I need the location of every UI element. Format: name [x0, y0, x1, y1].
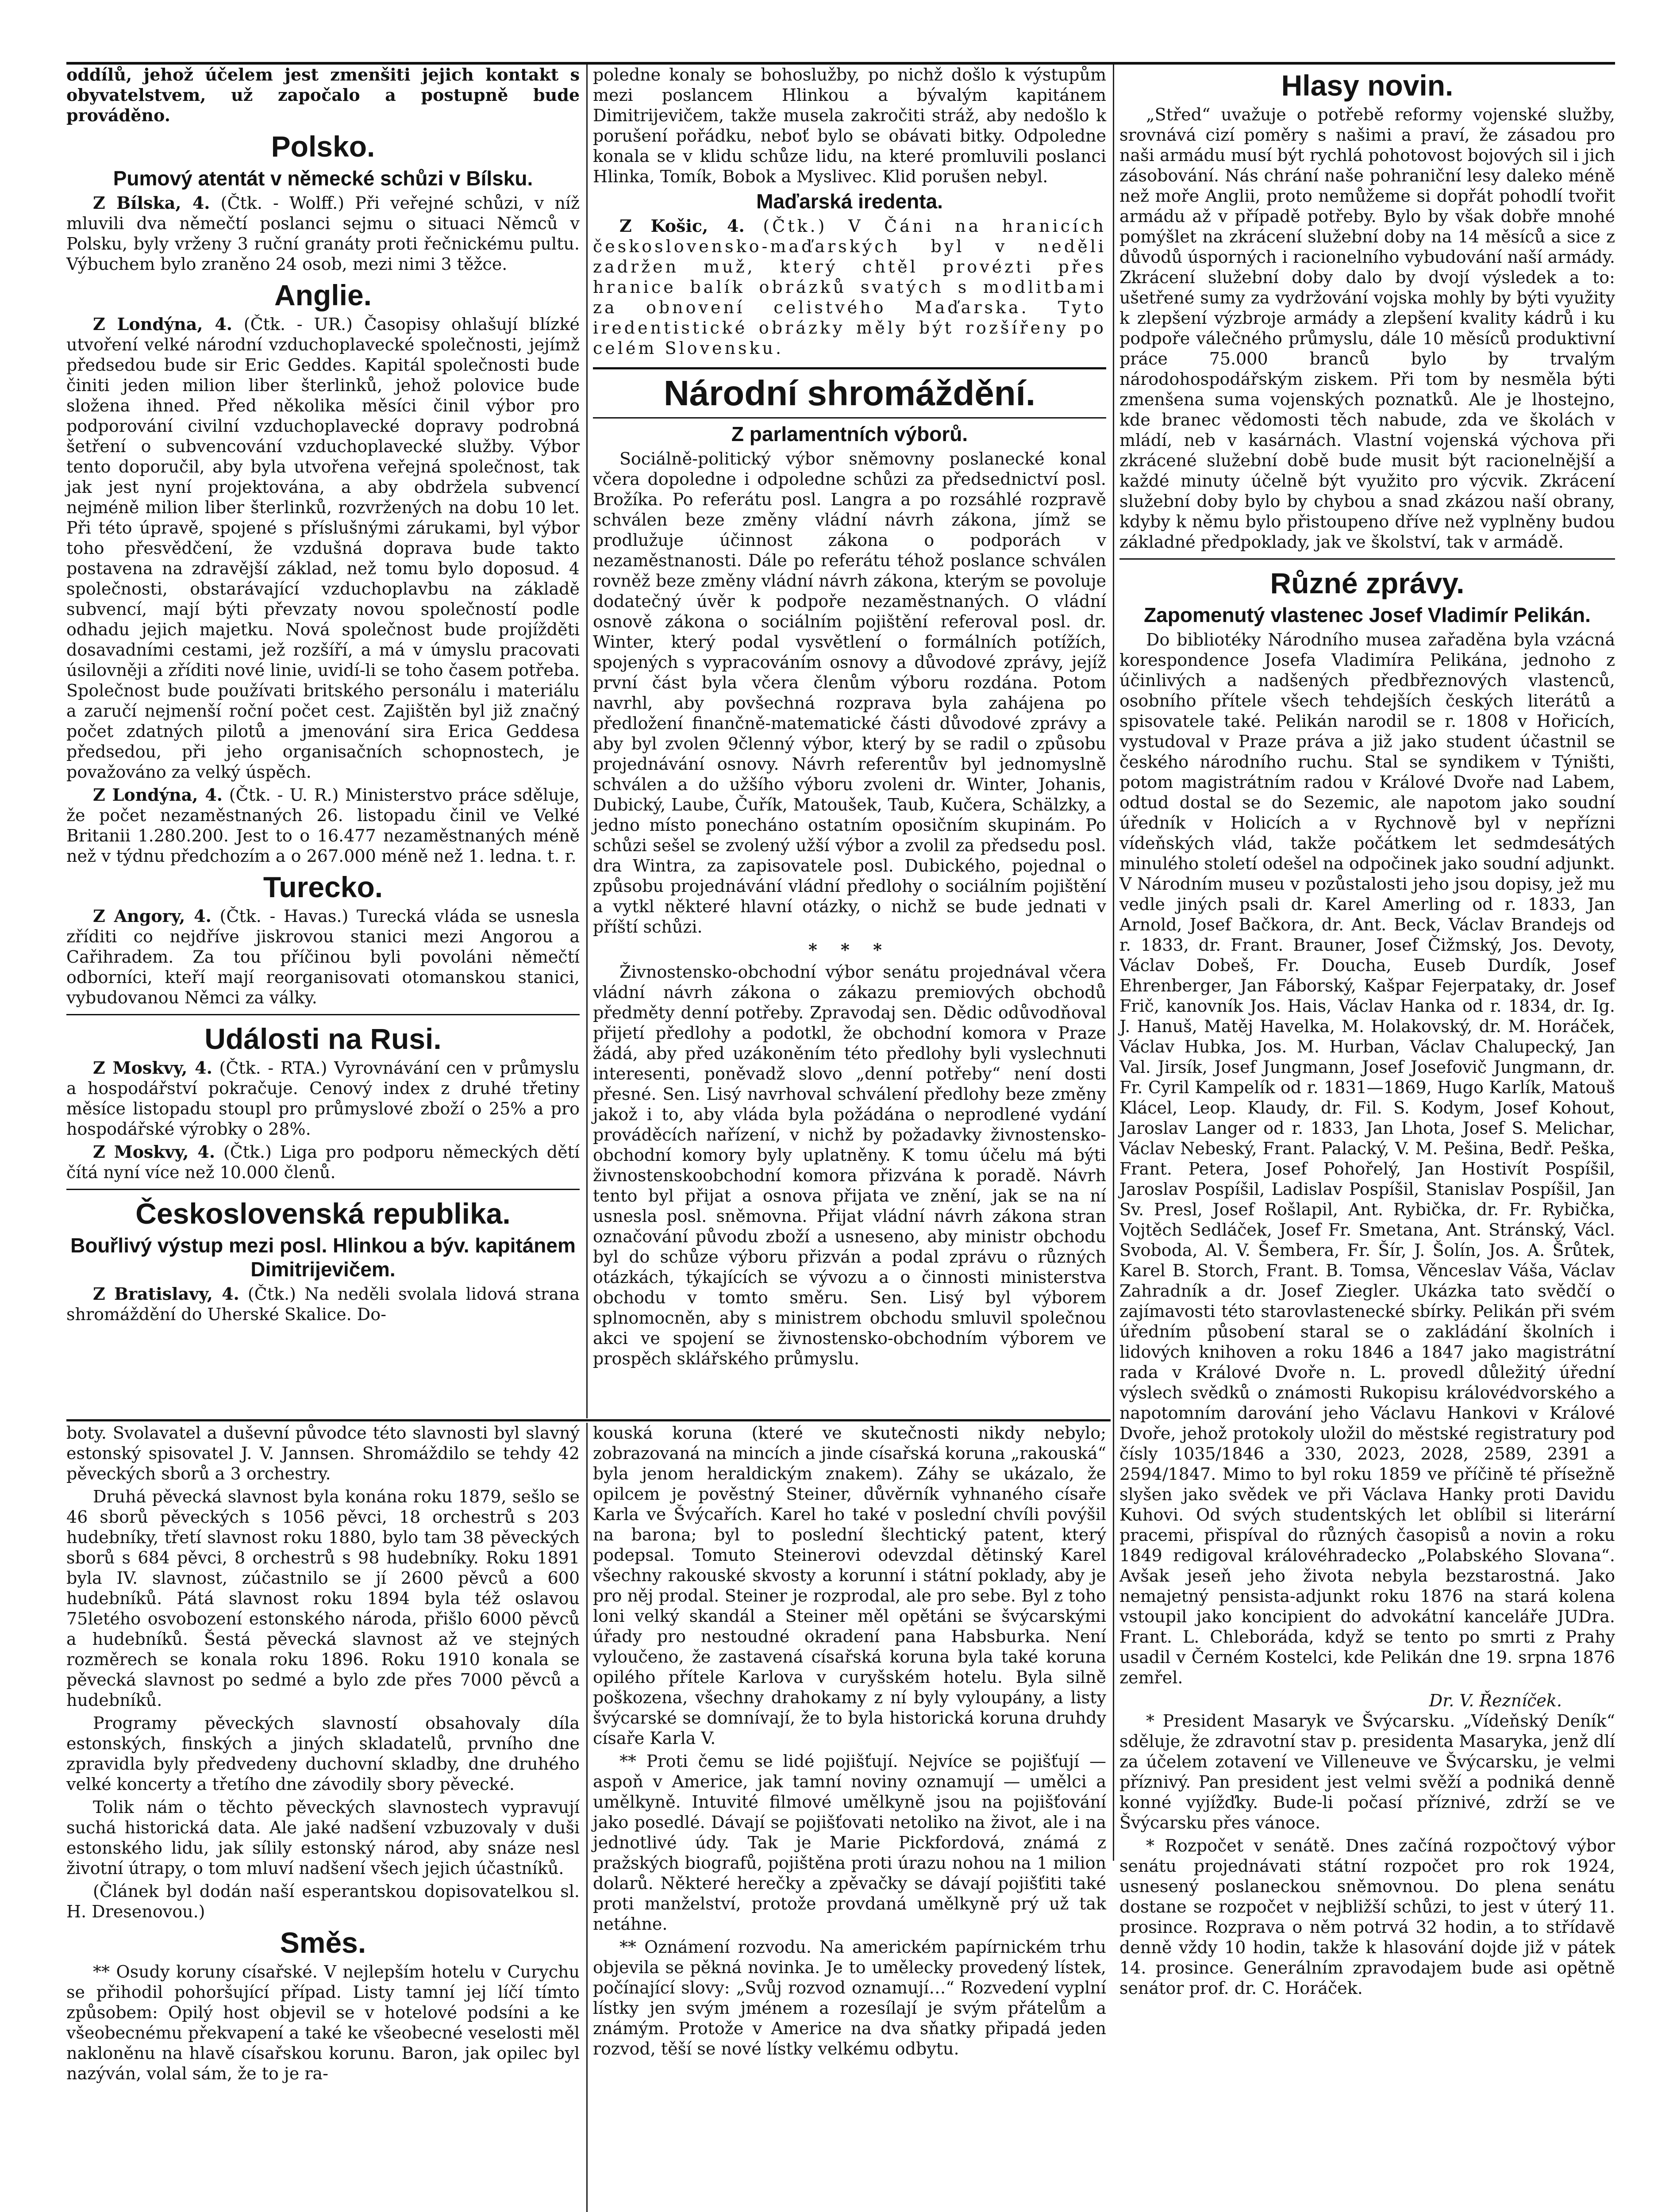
dateline: Z Londýna, 4. [93, 314, 233, 334]
article-osudy-continued: kouská koruna (které ve skutečnosti nikdy nebylo; zobrazovaná na mincích a jinde císařská koruna „rakouská“ byla jenom heraldickým znakem). Záhy se ukázalo, že opilcem je pověstný Steiner, důvěrník vyhnaného císaře Karla ve Švýcařích. Karel ho také v poslední chvíli povýšil na barona; byl to poslední šlechtický patent, který podepsal. Tomuto Steinerovi odevzdal dětinský Karel všechny rakouské skvosty a korunní i státní poklady, aby je pro něj prodal. Steiner je rozprodal, ale pro sebe. Byl z toho loni velký skandál a Steiner měl opětáni se švýcarskými úřady pro nestoudné okradení pana Habsburka. Není vyloučeno, že zastavená císařská koruna byla také koruna opilého přítele Karlova v curyšském hotelu. Byla silně poškozena, všechny drahokamy z ní byly vyloupány, a listy švýcarské se domnívají, že to byla historická koruna druhdy císaře Karla V. [593, 1423, 1106, 1748]
heading-ruzne-zpravy: Různé zprávy. [1270, 567, 1465, 599]
subheading-csr: Bouřlivý výstup mezi posl. Hlinkou a býv. kapitánem Dimitrijevičem. [70, 1234, 576, 1281]
heading-smes: Směs. [280, 1926, 366, 1959]
intro-fragment: oddílů, jehož účelem jest zmenšiti jejich kontakt s obyvatelstvem, už započalo a postupně bude prováděno. [66, 65, 580, 125]
feuilleton-rule [66, 1419, 1111, 1421]
article-zivnostensky-vybor: Živnostensko-obchodní výbor senátu projednával včera vládní návrh zákona o zákazu premiových obchodů předměty denní potřeby. Zpravodaj sen. Dědic odůvodňoval přijetí předlohy a podotkl, že obchodní komora v Praze žádá, aby před uzákoněním této předlohy byli vyslechnuti interesenti, poněvadž slovo „denní potřeby“ není dosti přesné. Sen. Lisý navrhoval schválení předlohy beze změny jakož i to, aby vláda byla požádána o neprodlené vydání prováděcích nařízení, v nichž by požadavky živnostensko-obchodní komory byly uplatněny. K tomu účelu má býti živnostenskoobchodní komora přizvána k poradě. Návrh tento byl přijat a osnova přijata ve znění, jak se na ní usnesla posl. sněmovna. Přijat vládní návrh zákona stran označování původu zboží a usneseno, aby ministr obchodu byl do schůze výboru přizván a podal zprávu o různých otázkách, týkajících se vývozu a o činnosti ministerstva obchodu v tomto směru. Sen. Lisý byl výborem splnomocněn, aby s ministrem obchodu smluvil společnou akci ve spojení se živnostensko-obchodním výborem ve prospěch sklářského průmyslu. [593, 962, 1106, 1368]
dateline: Z Bratislavy, 4. [93, 1284, 239, 1304]
dateline: Z Angory, 4. [93, 906, 212, 926]
article-pojisteni: ** Proti čemu se lidé pojišťují. Nejvíce se pojišťují — aspoň v Americe, jak tamní noviny oznamují — umělci a umělkyně. Intuvité filmové umělkyně jsou na pojišťování jako posedlé. Dávají se pojišťovati netoliko na život, ale i na jednotlivé údy. Tak je Marie Pickfordová, známá z pražských biografů, pojištěna proti úrazu nohou na 1 milion dolarů. Některé herečky a zpěvačky se dávají pojišťiti také proti manželství, protože provdaná umělkyně prý už tak netáhne. [593, 1751, 1106, 1934]
column-3 [1119, 65, 1615, 1998]
article-text: (Čtk. - Havas.) Turecká vláda se usnesla zříditi co nejdříve jiskrovou stanici mezi Angorou a Cařihradem. Za tou příčinou byli povoláni němečtí odborníci, kteří mají reorganisovati otomanskou stanici, vybudovanou Němci za války. [66, 906, 580, 1007]
newspaper-page [66, 62, 1615, 2212]
subheading-polsko: Pumový atentát v německé schůzi v Bílsku. [113, 167, 533, 190]
column-divider [586, 65, 588, 1418]
article-text: (Čtk. - RTA.) Vyrovnávání cen v průmyslu a hospodářství pokračuje. Cenový index z druhé třetiny měsíce listopadu stoupl pro průmyslové zboží o 25% a pro hospodářské výrobky o 28%. [66, 1058, 580, 1139]
feuilleton-paragraph: Druhá pěvecká slavnost byla konána roku 1879, sešlo se 46 sborů pěveckých s 1056 pěvci, 18 orchestrů s 203 hudebníky, třetí slavnost roku 1880, bylo tam 38 pěveckých sborů s 684 pěvci, 8 orchestrů s 98 hudebníky. Roku 1891 byla IV. slavnost, zúčastnilo se jí 2600 pěvců a 600 hudebníků. Pátá slavnost roku 1894 byla též oslavou 75letého osvobození estonského národa, přišlo 6000 pěvců a hudebníků. Šestá pěvecká slavnost až ve stejných rozměrech se konala roku 1896. Roku 1910 konala se pěvecká slavnost po sedmé a bylo zde přes 7000 pěvců a hudebníků. [66, 1487, 580, 1710]
article-rusi [66, 1058, 580, 1139]
article-text: (Čtk.) Na neděli svolala lidová strana shromáždění do Uherské Skalice. Do- [66, 1284, 580, 1324]
bottom-column-1 [66, 1423, 580, 2212]
bottom-column-2 [593, 1423, 1106, 2212]
divider [66, 1014, 580, 1015]
heading-polsko: Polsko. [271, 130, 375, 163]
dateline: Z Košic, 4. [619, 216, 745, 236]
article-hlasy-novin: „Střed“ uvažuje o potřebě reformy vojenské služby, srovnává cizí poměry s našimi a praví, že zásadou pro naši armádu musí být rychlá pohotovost bojových sil i jich zásobování. Nás chrání naše pohraniční lesy daleko méně než moře Anglii, proto nemůžeme si dopřát pohodlí tvořit armádu až v případě potřeby. Bylo by však dobře mnohé pomýšlet na zkrácení služební doby na 14 měsíců a sice z důvodů úsporných i racionelního vybudování naší armády. Zkrácení služební doby dalo by dvojí výsledek a to: ušetřené sumy za vydržování vojska mohly by býti využity k zlepšení výzbroje armády a zlepšení kvality kádrů i ku podpoře válečného průmyslu, dále 10 měsíců produktivní práce 75.000 branců bylo by trvalým národohospodářským ziskem. Při tom by nesměla býti zmenšena suma vojenských poznatků. Ale je lhostejno, kde branec vědomosti těch nabude, zda ve školách v mládí, neb v kasárnách. Vlastní vojenská výchova při zkrácené služební době bude musit být racionelnější a každé minuty účelně být využito pro výcvik. Zkrácení služební doby bylo by chybou a snad zkázou naší obrany, kdyby k němu bylo přistoupeno dříve než vyplněny budou základné předpoklady, jak ve školství, tak v armádě. [1119, 105, 1615, 552]
article-madarska [593, 216, 1106, 358]
column-1 [66, 65, 580, 1418]
article-pelikan: Do bibliotéky Národního musea zařaděna byla vzácná korespondence Josefa Vladimíra Pelikána, jednoho z účinlivých a nadšených předbřeznových vlastenců, osobního přítele všech tehdejších českých literátů a spisovatele také. Pelikán narodil se r. 1808 v Hořicích, vystudoval v Praze práva a již jako student účastnil se českého národního ruchu. Stal se syndikem v Týništi, potom magistrátním radou v Králové Dvoře nad Labem, odtud dostal se do Sezemic, ale napotom jako soudní úředník v Holicích a v Rychnově byl v nepřízni vídeňských vlád, takže počátkem let sedmdesátých minulého století odešel na odpočinek jako soudní adjunkt. V Národním museu v pozůstalosti jeho jsou dopisy, jež mu vedle jiných psali dr. Karel Amerling od r. 1833, Jan Arnold, Josef Bačkora, dr. Ant. Beck, Václav Brandejs od r. 1833, dr. Frant. Brauner, Josef Čižmský, Jos. Devoty, Václav Dobeš, Fr. Doucha, Euseb Durdík, Josef Ehrenberger, Jan Fáborský, Kašpar Fejerpataky, dr. Josef Frič, kanovník Jos. Hais, Václav Hanka od r. 1834, dr. Ig. J. Hanuš, Matěj Havelka, M. Holakovský, dr. M. Horáček, Václav Hubka, Jos. M. Hurban, Václav Chalupecký, Jan Val. Jirsík, Josef Jungmann, Josef Josefovič Jungmann, dr. Fr. Cyril Kampelík od r. 1831—1869, Hugo Karlík, Matouš Klácel, Leop. Klaudy, dr. Fil. S. Kodym, Josef Kohout, Jaroslav Langer od r. 1833, Jan Lhota, Josef S. Melichar, Václav Nebeský, Frant. Palacký, V. M. Pešina, Bedř. Peška, Frant. Petera, Josef Pohořelý, Jan Hostivít Pospíšil, Jaroslav Pospíšil, Ladislav Pospíšil, Stanislav Pospíšil, Jan Sv. Presl, Josef Rošlapil, Ant. Rybička, dr. Fr. Rybička, Vojtěch Sedláček, Josef Fr. Smetana, Ant. Stránský, Václ. Svoboda, Al. V. Šembera, Fr. Šír, J. Šolín, Jos. A. Šrůtek, Karel B. Storch, Frant. B. Tomsa, Věnceslav Váša, Václav Zahradník a dr. Josef Ziegler. Ukázka tato svědčí o zajímavosti této starovlastenecké sbírky. Pelikán při svém úředním působení staral se o zakládání školních i lidových knihoven a roku 1846 a 1847 jako magistrátní rada v Králové Dvoře n. L. provedl důležitý úřední výslech svědků o známosti Rukopisu královédvorského a napotomním darování jeho Václavu Hankovi v Králové Dvoře, jehož protokoly uložil do městské registratury pod čísly 1035/1846 a 330, 2023, 2028, 2589, 2391 a 2594/1847. Mimo to byl roku 1859 ve příčině té přísežně slyšen jako svědek ve při Václava Hanky proti Davidu Kuhovi. Od svých studentských let oblíbil si literární pracemi, přispíval do různých časopisů a novin a roku 1849 redigoval královéhradecko „Polabského Slovana“. Avšak jeseň jeho života nebyla bezstarostná. Jako nemajetný pensista-adjunkt roku 1876 na stará kolena vstoupil jako koncipient do advokátní kanceláře JUDra. Frant. L. Chleboráda, když se tento po smrti z Prahy usadil v Černém Kostelci, kde Pelikán dne 19. srpna 1876 zemřel. [1119, 630, 1615, 1687]
article-csr-continued: poledne konaly se bohoslužby, po nichž došlo k výstupům mezi poslancem Hlinkou a bývalým kapitánem Dimitrijevičem, takže musela zakročiti stráž, aby nedošlo k porušení pořádku, neboť bylo se obávati bitky. Odpoledne konala se v klidu schůze lidu, na které promluvili poslanci Hlinka, Tomík, Bobok a Myslivec. Klid porušen nebyl. [593, 65, 1106, 186]
feuilleton-note: (Článek byl dodán naší esperantskou dopisovatelkou sl. H. Dresenovou.) [66, 1882, 580, 1921]
article-osudy-koruny: ** Osudy koruny císařské. V nejlepším hotelu v Curychu se přihodil pohoršující případ. Listy tamní jej líčí tímto způsobem: Opilý host objevil se v hotelové podsíni a ke všeobecnému překvapení a také ke všeobecné veselosti měl nakloněnu na hlavě císařskou korunu. Baron, jak opilec byl nazýván, volal sám, že to je ra- [66, 1962, 580, 2083]
article-rusi-2 [66, 1142, 580, 1183]
article-text: (Čtk.) V Čáni na hranicích československo-maďarských byl v neděli zadržen muž, který chtěl provézti přes hranice balík obrázků svatých s modlitbami za obnovení celistvého Maďarska. Tyto iredentistické obrázky měly být rozšířeny po celém Slovensku. [593, 216, 1106, 358]
article-text: (Čtk. - UR.) Časopisy ohlašují blízké utvoření velké národní vzduchoplavecké společnosti, jejímž předsedou bude sir Eric Geddes. Kapitál společnosti bude činiti jeden milion liber šterlinků, jehož polovice bude složena ihned. Před několika měsíci činil výbor pro podporování civilní vzduchoplavecké dopravy podrobná šetření o subvencování vzduchoplavecké služby. Výbor tento doporučil, aby byla utvořena veřejná společnost, tak jak jest nyní projektována, a aby obdržela subvencí nejméně milion liber šterlinků, rozvržených na dobu 10 let. Při této úpravě, spojené s příslušnými zárukami, byl výbor toho přesvědčení, že vzdušná doprava bude takto postavena na zdravější základ, než tomu bylo doposud. 4 společnosti, obstarávající vzduchoplavbu na základě subvencí, mají býti převzaty novou společností podle odhadu jejich majetku. Nová společnost bude projížděti dosavadními cestami, jež rozšíří, a má v úmyslu pracovati úsilovněji a zříditi nové linie, uvidí-li se toho časem potřeba. Společnost bude používati britského personálu i materiálu a zaručí nejmenší roční počet cest. Zajištěn byl již značný počet zdatných pilotů a jmenování sira Erica Geddesa předsedou, při jeho organisačních schopnostech, je považováno za velký úspěch. [66, 315, 580, 782]
article-rozpocet: * Rozpočet v senátě. Dnes začíná rozpočtový výbor senátu projednávati státní rozpočet pro rok 1924, usnesený poslaneckou sněmovnou. Do plena senátu dostane se rozpočet v nejbližší schůzi, to jest v úterý 11. prosince. Rozprava o něm potrvá 32 hodin, a to střídavě denně vždy 10 hodin, takže k hlasování dojde již v pátek 14. prosince. Generálním zpravodajem bude asi opětně senátor prof. dr. C. Horáček. [1119, 1836, 1615, 1998]
subheading-parlament: Z parlamentních výborů. [731, 422, 968, 445]
dateline: Z Moskvy, 4. [93, 1142, 215, 1162]
heading-rusi: Události na Rusi. [204, 1022, 442, 1055]
dateline: Z Moskvy, 4. [93, 1058, 212, 1078]
column-2 [593, 65, 1106, 1418]
article-masaryk: * President Masaryk ve Švýcarsku. „Vídeňský Deník“ sděluje, že zdravotní stav p. presidenta Masaryka, jenž dlí za účelem zotavení ve Villeneuve ve Švýcarsku, je velmi příznivý. Pan president jest velmi svěží a podniká denně konné vyjížďky. Bude-li počasí příznivé, zdrží se ve Švýcarsku přes vánoce. [1119, 1711, 1615, 1832]
article-rozvod: ** Oznámení rozvodu. Na americkém papírnickém trhu objevila se pěkná novinka. Je to umělecky provedený lístek, počínající slovy: „Svůj rozvod oznamují…“ Rozvedení vyplní lístky jen svým jménem a rozesílají je svým přátelům a známým. Protože v Americe na dva sňatky připadá jeden rozvod, těší se nové lístky velkému odbytu. [593, 1937, 1106, 2058]
column-divider [586, 1423, 588, 2212]
heading-madarska: Maďarská iredenta. [756, 190, 943, 213]
article-turecko [66, 906, 580, 1008]
section-stars: * * * [808, 940, 891, 960]
feuilleton-continued: boty. Svolavatel a duševní původce této slavnosti byl slavný estonský spisovatel J. V. Jannsen. Shromáždilo se tehdy 42 pěveckých sborů a 3 orchestry. [66, 1423, 580, 1483]
heading-turecko: Turecko. [263, 871, 383, 903]
article-anglie-2 [66, 785, 580, 866]
article-text: (Čtk.) Liga pro podporu německých dětí čítá nyní více než 10.000 členů. [66, 1142, 580, 1182]
heading-narodni-shromazdeni: Národní shromáždění. [593, 367, 1106, 419]
dateline: Z Bílska, 4. [93, 193, 210, 213]
dateline: Z Londýna, 4. [93, 785, 223, 805]
article-text: (Čtk. - Wolff.) Při veřejné schůzi, v níž mluvili dva němečtí poslanci sejmu o situaci Němců v Polsku, byly vrženy 3 ruční granáty proti řečnickému pultu. Výbuchem bylo zraněno 24 osob, mezi nimi 3 těžce. [66, 193, 580, 274]
article-anglie [66, 314, 580, 782]
article-socialne-politicky: Sociálně-politický výbor sněmovny poslanecké konal včera dopoledne i odpoledne schůzi za předsednictví posl. Brožíka. Po referátu posl. Langra a po rozsáhlé rozpravě schválen beze změny vládní návrh zákona, jímž se prodlužuje účinnost zákona o podporách v nezaměstnanosti. Dále po referátu téhož poslance schválen rovněž beze změny vládní návrh zákona, kterým se povoluje dodatečný úvěr k podpoře nezaměstnaných. O vládní osnově zákona o sociálním pojištění referoval posl. dr. Winter, který podal vysvětlení o formálních potížích, spojených s vypracováním osnovy a důvodové zprávy, jejíž první část byla včera členům výboru rozdána. Potom navrhl, aby povšechná rozprava byla zahájena po předložení finančně-matematické části důvodové zprávy a aby byl zvolen 9členný výbor, který by se radil o způsobu projednávání osnovy. Návrh referentův byl jednomyslně schválen a do užšího výboru zvoleni dr. Winter, Johanis, Dubický, Laube, Čuřík, Matoušek, Taub, Kučera, Schälzky, a jedno místo ponecháno ostatním oposičním skupinám. Po schůzi sešel se zvolený užší výbor a zvolil za předsedu posl. dra Wintra, za zapisovatele posl. Dubického, pojednal o způsobu projednávání vládní předlohy o sociálním pojištění a vytkl některé hlavní otázky, o nichž se bude jednati v příští schůzi. [593, 449, 1106, 937]
heading-hlasy-novin: Hlasy novin. [1281, 69, 1454, 102]
author-signature: Dr. V. Řezníček. [1429, 1691, 1562, 1710]
divider [66, 1189, 580, 1190]
heading-anglie: Anglie. [274, 279, 372, 311]
column-divider [1113, 65, 1114, 1861]
article-text: (Čtk. - U. R.) Ministerstvo práce sděluje, že počet nezaměstnaných 26. listopadu činil ve Velké Britanii 1.280.200. Jest to o 16.477 nezaměstnaných méně než v týdnu předchozím a o 267.000 méně než 1. ledna. t. r. [66, 785, 580, 866]
subheading-pelikan: Zapomenutý vlastenec Josef Vladimír Pelikán. [1144, 603, 1591, 626]
divider [1119, 558, 1615, 560]
article-csr [66, 1284, 580, 1325]
heading-csr: Československá republika. [135, 1197, 511, 1230]
feuilleton-paragraph: Tolik nám o těchto pěveckých slavnostech vypravují suchá historická data. Ale jaké nadšení vzbuzovaly v duši estonského lidu, jak sílily estonský národ, aby snáze nesl životní útrapy, o tom mluví nadšení všech jejich účastníků. [66, 1797, 580, 1878]
feuilleton-paragraph: Programy pěveckých slavností obsahovaly díla estonských, finských a jiných skladatelů, prvního dne zpravidla byly předvedeny duchovní skladby, dne druhého velké koncerty a třetího dne závodily sbory pěvecké. [66, 1713, 580, 1794]
article-polsko [66, 193, 580, 274]
